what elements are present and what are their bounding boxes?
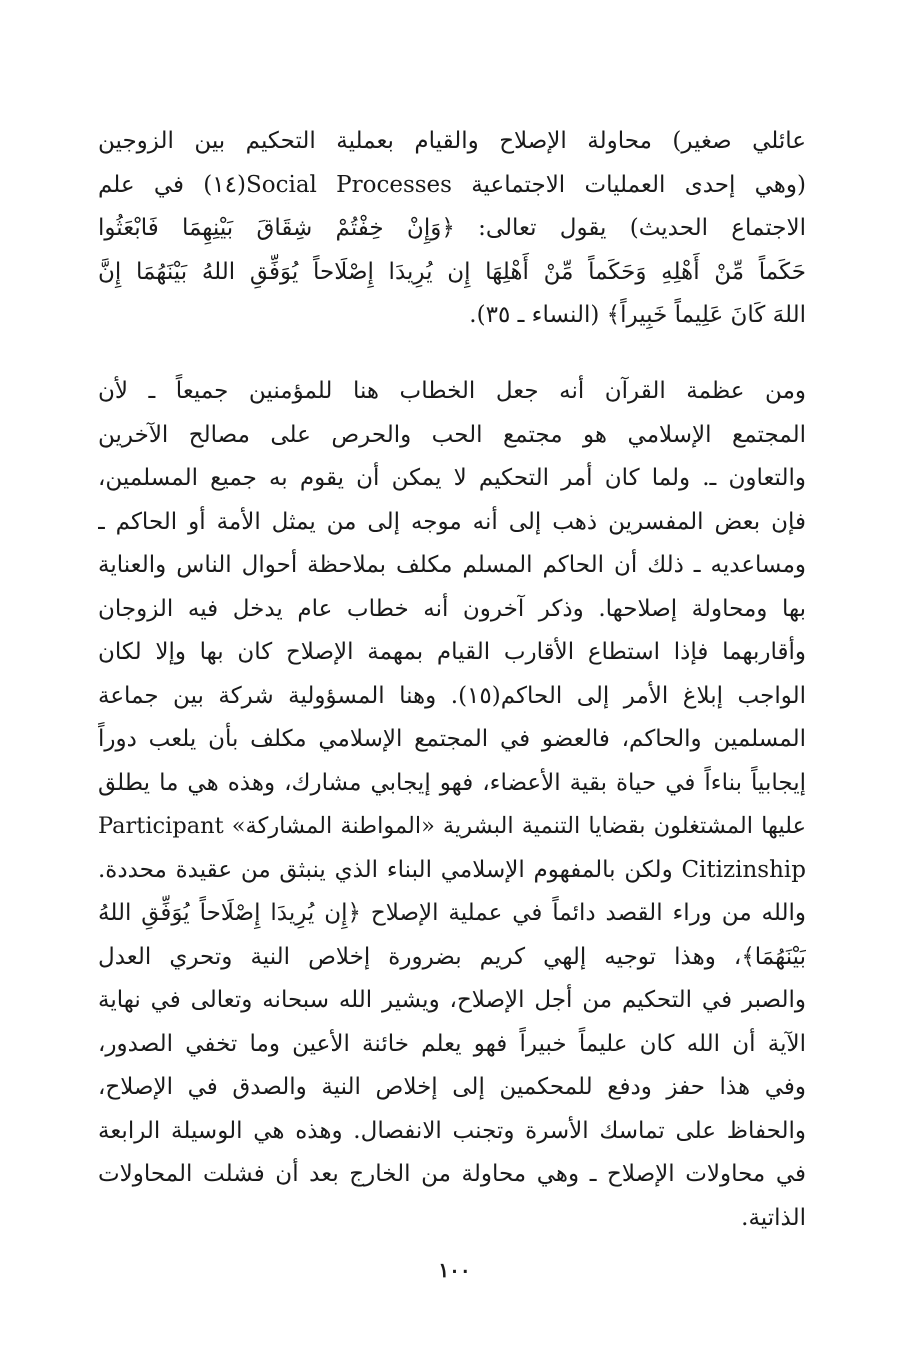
text-line: المجتمع الإسلامي هو مجتمع الحب والحرص على مصالح الآخرين [98,421,806,448]
text-line: وفي هذا حفز ودفع للمحكمين إلى إخلاص النية والصدق في الإصلاح، [98,1074,806,1100]
text-line: المسلمين والحاكم، فالعضو في المجتمع الإسلامي مكلف بأن يلعب دوراً [98,726,806,752]
text-line: (وهي إحدى العمليات الاجتماعية Social Processes(١٤) في علم [98,171,806,198]
text-line: بَيْنَهُمَا﴾، وهذا توجيه إلهي كريم بضرورة إخلاص النية وتحري العدل [98,943,806,970]
text-line: ومن عظمة القرآن أنه جعل الخطاب هنا للمؤمنين جميعاً ـ لأن [98,378,806,404]
text-line: وأقاربهما فإذا استطاع الأقارب القيام بمهمة الإصلاح كان بها وإلا لكان [98,639,806,665]
text-line: والتعاون ـ. ولما كان أمر التحكيم لا يمكن أن يقوم به جميع المسلمين، [98,465,806,491]
text-line: والحفاظ على تماسك الأسرة وتجنب الانفصال. وهذه هي الوسيلة الرابعة [98,1117,806,1144]
text-line: Citizinship ولكن بالمفهوم الإسلامي البناء الذي ينبثق من عقيدة محددة. [98,856,806,883]
paragraph-1 [98,120,806,338]
text-line: ومساعديه ـ ذلك أن الحاكم المسلم مكلف بملاحظة أحوال الناس والعناية [98,552,806,578]
text-line: اللهَ كَانَ عَلِيماً خَبِيراً﴾ (النساء ـ ٣٥). [469,302,806,328]
text-line: في محاولات الإصلاح ـ وهي محاولة من الخارج بعد أن فشلت المحاولات [98,1161,806,1187]
text-line: فإن بعض المفسرين ذهب إلى أنه موجه إلى من يمثل الأمة أو الحاكم ـ [98,508,806,535]
page-number: ١٠٠ [438,1258,471,1282]
text-line: الاجتماع الحديث) يقول تعالى: ﴿وَإِنْ خِفْتُمْ شِقَاقَ بَيْنِهِمَا فَابْعَثُوا [98,215,806,241]
text-line: والله من وراء القصد دائماً في عملية الإصلاح ﴿إِن يُرِيدَا إِصْلَاحاً يُوَفِّقِ اللهُ [98,900,806,926]
text-line: والصبر في التحكيم من أجل الإصلاح، ويشير الله سبحانه وتعالى في نهاية [98,987,806,1013]
text-line: عليها المشتغلون بقضايا التنمية البشرية «المواطنة المشاركة» Participant [98,813,806,839]
paragraph-2 [98,370,806,1240]
text-line: عائلي صغير) محاولة الإصلاح والقيام بعملية التحكيم بين الزوجين [98,128,806,154]
text-line: الآية أن الله كان عليماً خبيراً فهو يعلم خائنة الأعين وما تخفي الصدور، [98,1030,806,1057]
text-line: حَكَماً مِّنْ أَهْلِهِ وَحَكَماً مِّنْ أَهْلِهَا إِن يُرِيدَا إِصْلَاحاً يُوَفِّقِ اللهُ بَيْنَهُمَا إِنَّ [98,258,806,285]
text-line: الواجب إبلاغ الأمر إلى الحاكم(١٥). وهنا المسؤولية شركة بين جماعة [98,682,806,709]
text-line: بها ومحاولة إصلاحها. وذكر آخرون أنه خطاب عام يدخل فيه الزوجان [98,595,806,622]
text-line: الذاتية. [741,1204,806,1231]
text-line: إيجابياً بناءاً في حياة بقية الأعضاء، فهو إيجابي مشارك، وهذه هي ما يطلق [98,769,806,796]
